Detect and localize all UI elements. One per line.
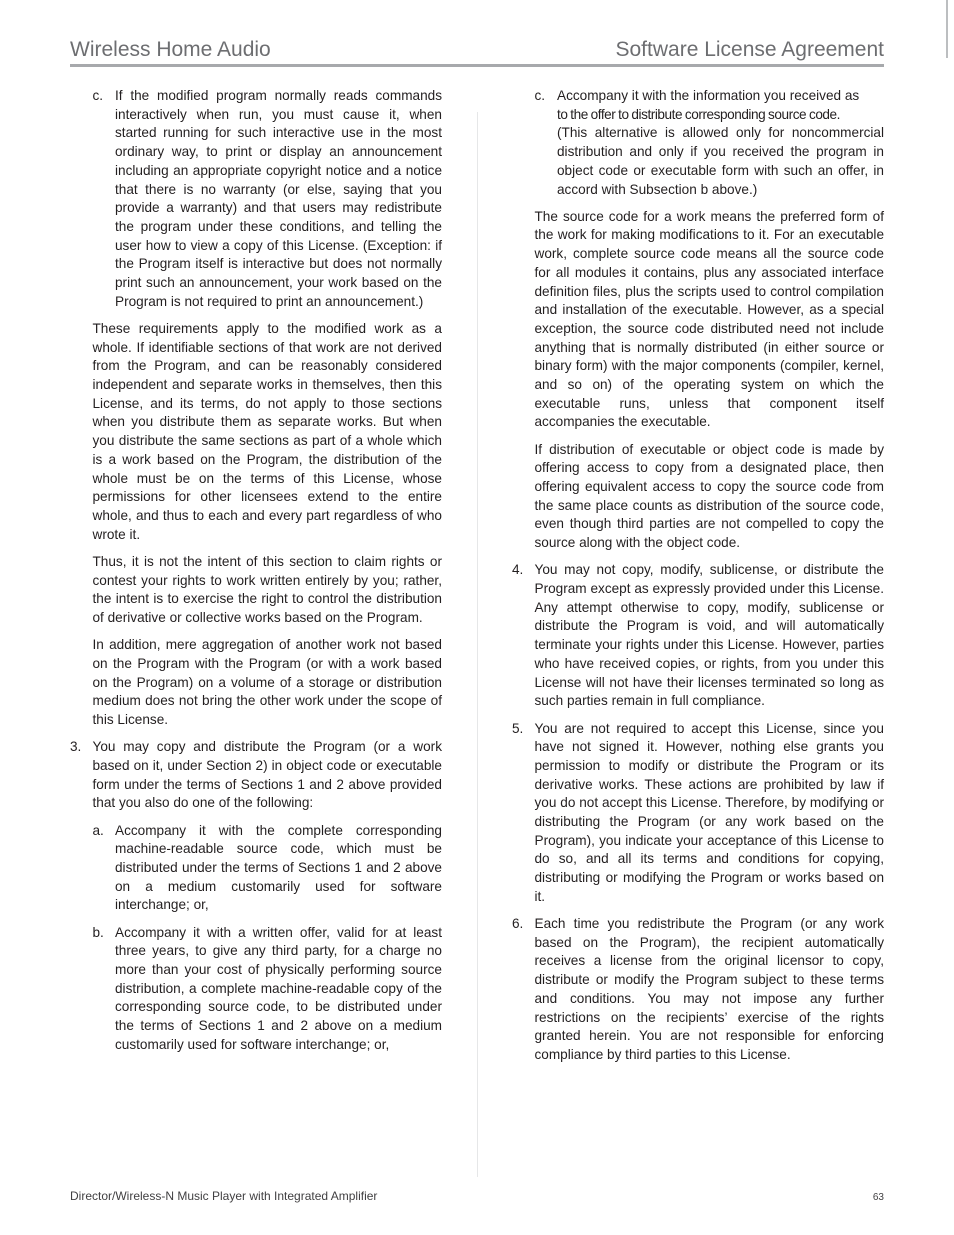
header-divider: [70, 64, 884, 67]
page-number: 63: [872, 1192, 884, 1203]
list-marker: 6.: [512, 916, 524, 932]
paragraph-intent: Thus, it is not the intent of this section to claim rights or contest your rights to work written entirely by you; rather, the intent is to exercise the right to control the distribution of derivative or collective works based on the Program.: [92, 553, 442, 625]
list-marker: 5.: [512, 720, 524, 736]
list-item-6: [512, 915, 884, 1065]
list-item-text: Each time you redistribute the Program (or any work based on the Program), the recipient automatically receives a license from the original licensor to copy, distribute or modify the Program subject to these terms and conditions. You may not impose any further restrictions on the recipients’ exercise of the rights granted herein. You are not responsible for enforcing compliance by third parties to this License.: [534, 916, 884, 1062]
document-title: Wireless Home Audio: [70, 38, 271, 61]
list-item-text-line: to the offer to distribute corresponding source code.: [557, 106, 840, 122]
page-edge-mark: [946, 0, 948, 58]
footer-product-name: Director/Wireless-N Music Player with Integrated Amplifier: [70, 1189, 378, 1203]
right-column: [512, 87, 884, 1073]
section-title: Software License Agreement: [615, 38, 884, 61]
page-header: [70, 36, 884, 66]
list-marker: a.: [92, 822, 104, 838]
list-item-3b: [93, 924, 443, 1055]
column-divider: [477, 112, 478, 1177]
list-item-text: If the modified program normally reads commands interactively when run, you must cause it, when started running for such interactive use in the most ordinary way, to print or display an announcement including an appropriate copyright notice and a notice that there is no warranty (or else, saying that you provide a warranty) and that users may redistribute the program under these conditions, and telling the user how to view a copy of this License. (Exception: if the Program itself is interactive but does not normally print such an announcement, your work based on the Program is not required to print an announcement.): [115, 88, 442, 309]
list-item-text: You are not required to accept this License, since you have not signed it. However, nothing else grants you permission to modify or distribute the Program or its derivative works. These actions are prohibited by law if you do not accept this License. Therefore, by modifying or distributing the Program (or any work based on the Program), you indicate your acceptance of this License to do so, and all its terms and conditions for copying, distributing or modifying the Program or works based on it.: [534, 720, 884, 904]
list-item-text: You may not copy, modify, sublicense, or distribute the Program except as expressly provided under this License. Any attempt otherwise to copy, modify, sublicense or distribute the Program is void, and will automatically terminate your rights under this License. However, parties who have received copies, or rights, from you under this License will not have their licenses terminated so long as such parties remain in full compliance.: [534, 562, 884, 709]
list-item-3: [70, 738, 442, 813]
list-item-3a: [93, 822, 443, 916]
list-marker: c.: [534, 88, 546, 103]
list-item-text: Accompany it with the complete corresponding machine-readable source code, which must be distributed under the terms of Sections 1 and 2 above on a medium customarily used for software interchange; or,: [115, 822, 442, 913]
paragraph-aggregation: In addition, mere aggregation of another work not based on the Program with the Program (or with a work based on the Program) on a volume of a storage or distribution medium does not bring the other work under the scope of this License.: [92, 637, 442, 727]
paragraph-distribution: If distribution of executable or object code is made by offering access to copy from a designated place, then offering equivalent access to copy the source code from the same place counts as distribution of the source code, even though third parties are not compelled to copy the source along with the object code.: [534, 441, 884, 551]
list-item-3c: [535, 87, 885, 199]
list-item-4: [512, 561, 884, 711]
list-marker: c.: [92, 88, 104, 103]
list-item-text: You may copy and distribute the Program (or a work based on it, under Section 2) in object code or executable form under the terms of Sections 1 and 2 above provided that you also do one of the following:: [92, 739, 442, 811]
list-marker: 4.: [512, 562, 524, 578]
paragraph-source-code: The source code for a work means the preferred form of the work for making modifications to it. For an executable work, complete source code means all the source code for all modules it contains, plus any associated interface definition files, plus the scripts used to control compilation and installation of the executable. However, as a special exception, the source code distributed need not include anything that is normally distributed (in either source or binary form) with the major components (compiler, kernel, and so on) of the operating system on which the executable runs, unless that component itself accompanies the executable.: [534, 208, 884, 430]
paragraph-requirements: These requirements apply to the modified work as a whole. If identifiable sections of that work are not derived from the Program, and can be reasonably considered independent and separate works in themselves, then this License, and its terms, do not apply to those sections when you distribute them as separate works. But when you distribute the same sections as part of a whole which is a work based on the Program, the distribution of the whole must be on the terms of this License, whose permissions for other licensees extend to the entire whole, and thus to each and every part regardless of who wrote it.: [92, 320, 442, 542]
list-item-2c: [93, 87, 443, 311]
list-item-text-line: Accompany it with the information you received as: [557, 88, 860, 103]
list-marker: b.: [92, 924, 104, 940]
list-item-text: Accompany it with a written offer, valid for at least three years, to give any third party, for a charge no more than your cost of physically performing source distribution, a complete machine-readable copy of the corresponding source code, to be distributed under the terms of Sections 1 and 2 above on a medium customarily used for software interchange; or,: [115, 924, 442, 1052]
left-column: [70, 87, 442, 1063]
list-item-text: (This alternative is allowed only for noncommercial distribution and only if you received the program in object code or executable form with such an offer, in accord with Subsection b above.): [557, 125, 884, 197]
list-marker: 3.: [70, 739, 82, 755]
list-item-5: [512, 720, 884, 907]
